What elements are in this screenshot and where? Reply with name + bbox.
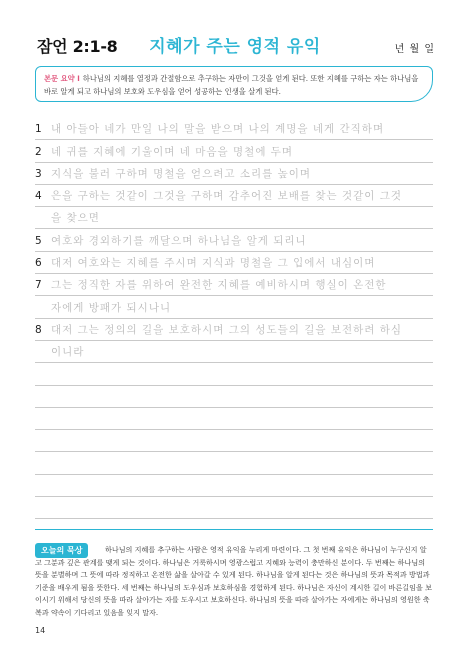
verse-line[interactable] xyxy=(35,497,433,519)
verse-line[interactable] xyxy=(35,207,433,229)
verse-number: 1 xyxy=(35,123,42,136)
verse-line[interactable] xyxy=(35,475,433,497)
page-number: 14 xyxy=(35,626,46,635)
verse-trace-text: 대저 여호와는 지혜를 주시며 지식과 명철을 그 입에서 내심이며 xyxy=(51,257,376,270)
verse-line[interactable] xyxy=(35,319,433,341)
verse-line[interactable] xyxy=(35,252,433,274)
verse-trace-text: 지식을 불러 구하며 명철을 얻으려고 소리를 높이며 xyxy=(51,167,312,180)
verse-line[interactable] xyxy=(35,274,433,296)
verse-line[interactable] xyxy=(35,430,433,452)
verse-number: 7 xyxy=(35,279,42,292)
verse-number: 2 xyxy=(35,145,42,158)
verse-line[interactable] xyxy=(35,296,433,318)
verse-number: 6 xyxy=(35,257,42,270)
verse-trace-text: 이니라 xyxy=(51,346,85,359)
verse-trace-text: 여호와 경외하기를 깨달으며 하나님을 알게 되리니 xyxy=(51,234,307,247)
verse-trace-text: 네 귀를 지혜에 기울이며 네 마음을 명철에 두며 xyxy=(51,145,294,158)
verse-writing-area xyxy=(35,118,433,519)
verse-number: 4 xyxy=(35,190,42,203)
verse-trace-text: 은을 구하는 것같이 그것을 구하며 감추어진 보배를 찾는 것같이 그것 xyxy=(51,190,403,203)
verse-trace-text: 그는 정직한 자를 위하여 완전한 지혜를 예비하시며 행실이 온전한 xyxy=(51,279,387,292)
verse-line[interactable] xyxy=(35,118,433,140)
verse-line[interactable] xyxy=(35,408,433,430)
verse-line[interactable] xyxy=(35,185,433,207)
devotion-text: 하나님의 지혜를 추구하는 사람은 영적 유익을 누리게 마련이다. 그 첫 번째 유익은 하나님이 누구신지 알고 그분과 깊은 관계를 맺게 되는 것이다. 하나님은 거룩하시며 영광스럽고 지혜와 능력이 충만하신 분이다. 두 번째는 하나님의 뜻을 분별하며 그 뜻에 따라 정직하고 온전한 삶을 살아갈 수 있게 된다. 하나님을 알게 된다는 것은 하나님의 뜻과 목적과 방법과 기준을 배우게 됨을 뜻한다. 세 번째는 하나님의 도우심과 보호하심을 경험하게 된다. 하나님은 자신이 계시한 길이 바른길임을 보이시기 위해서 당신의 뜻을 따라 살아가는 자를 도우시고 보호하신다. 하나님의 뜻을 따라 살아가는 자에게는 하나님의 영원한 축복과 약속이 기다리고 있음을 잊지 말자. xyxy=(35,545,432,617)
verse-trace-text: 을 찾으면 xyxy=(51,212,100,225)
verse-line[interactable] xyxy=(35,363,433,385)
date-label: 년 월 일 xyxy=(394,44,434,55)
verse-number: 5 xyxy=(35,234,42,247)
verse-line[interactable] xyxy=(35,386,433,408)
verse-trace-text: 대저 그는 정의의 길을 보호하시며 그의 성도들의 길을 보전하려 하심 xyxy=(51,323,403,336)
verse-line[interactable] xyxy=(35,163,433,185)
verse-number: 3 xyxy=(35,167,42,180)
devotion-label: 오늘의 묵상 xyxy=(35,543,88,558)
summary-box xyxy=(35,66,433,102)
summary-label: 본문 요약 l xyxy=(44,74,80,83)
verse-trace-text: 자에게 방패가 되시나니 xyxy=(51,301,172,314)
summary-text: 하나님의 지혜를 열정과 간절함으로 추구하는 자만이 그것을 얻게 된다. 또한 지혜를 구하는 자는 하나님을 바로 알게 되고 하나님의 보호와 도우심을 얻어 성공하는 인생을 살게 된다. xyxy=(44,74,419,96)
devotion-section xyxy=(35,529,433,617)
verse-line[interactable] xyxy=(35,140,433,162)
verse-trace-text: 내 아들아 네가 만일 나의 말을 받으며 나의 계명을 네게 간직하며 xyxy=(51,123,385,136)
verse-number: 8 xyxy=(35,323,42,336)
verse-line[interactable] xyxy=(35,229,433,251)
verse-line[interactable] xyxy=(35,341,433,363)
scripture-reference: 잠언 2:1-8 xyxy=(37,37,118,56)
verse-line[interactable] xyxy=(35,452,433,474)
page-title: 지혜가 주는 영적 유익 xyxy=(149,37,321,57)
page-header xyxy=(0,0,470,62)
